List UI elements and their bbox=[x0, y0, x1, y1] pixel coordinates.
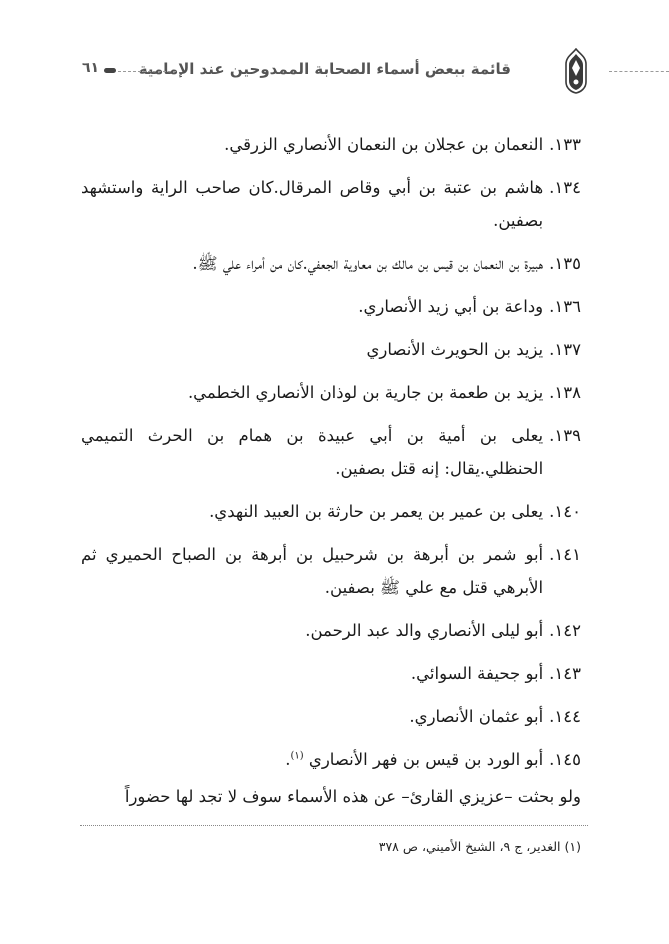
item-number: ١٣٧. bbox=[549, 340, 581, 359]
item-text: يزيد بن الحويرث الأنصاري bbox=[366, 340, 544, 359]
item-text: هبيرة بن النعمان بن قيس بن مالك بن معاوية الجعفي.كان من أمراء علي ﷺ. bbox=[192, 254, 544, 273]
item-text-main: أبو الورد بن قيس بن فهر الأنصاري bbox=[308, 750, 544, 769]
item-text: أبو ليلى الأنصاري والد عبد الرحمن. bbox=[305, 621, 544, 640]
list-item bbox=[81, 419, 581, 485]
footnote-divider bbox=[80, 825, 588, 826]
closing-paragraph: ولو بحثت –عزيزي القارئ– عن هذه الأسماء سوف لا تجد لها حضوراً bbox=[124, 787, 581, 806]
item-text: النعمان بن عجلان بن النعمان الأنصاري الزرقي. bbox=[224, 135, 544, 154]
item-number: ١٣٨. bbox=[549, 383, 581, 402]
footnote: (١) الغدير، ج ٩، الشيخ الأميني، ص ٣٧٨ bbox=[378, 839, 581, 854]
list-item bbox=[81, 657, 581, 690]
list-item bbox=[81, 333, 581, 366]
item-text: يعلى بن أمية بن أبي عبيدة بن همام بن الحرث التميمي الحنظلي.يقال: إنه قتل بصفين. bbox=[81, 426, 544, 478]
header-divider-left bbox=[118, 71, 176, 72]
item-number: ١٤٠. bbox=[549, 502, 581, 521]
item-text: أبو شمر بن أبرهة بن شرحبيل بن أبرهة بن الصباح الحميري ثم الأبرهي قتل مع علي ﷺ بصفين. bbox=[81, 545, 544, 597]
item-text: يعلى بن عمير بن يعمر بن حارثة بن العبيد النهدي. bbox=[209, 502, 544, 521]
list-item bbox=[81, 700, 581, 733]
item-number: ١٤٤. bbox=[549, 707, 581, 726]
item-text: أبو جحيفة السوائي. bbox=[410, 664, 544, 683]
companions-list bbox=[81, 128, 581, 786]
list-item bbox=[81, 171, 581, 237]
page-number: ٦١ bbox=[82, 60, 100, 76]
running-title: قائمة ببعض أسماء الصحابة الممدوحين عند الإمامية bbox=[138, 60, 511, 78]
list-item bbox=[81, 376, 581, 409]
item-text: وداعة بن أبي زيد الأنصاري. bbox=[358, 297, 544, 316]
arch-medallion-icon bbox=[563, 48, 589, 94]
item-number: ١٤٥. bbox=[549, 750, 581, 769]
list-item bbox=[81, 128, 581, 161]
item-number: ١٣٦. bbox=[549, 297, 581, 316]
item-number: ١٣٥. bbox=[549, 254, 581, 273]
list-item bbox=[81, 614, 581, 647]
header-divider-right bbox=[609, 71, 669, 72]
item-text bbox=[81, 743, 543, 776]
item-number: ١٣٣. bbox=[549, 135, 581, 154]
page-header bbox=[0, 44, 669, 100]
item-text-tail: . bbox=[285, 750, 291, 769]
header-dot-ornament bbox=[104, 68, 116, 73]
item-number: ١٤٢. bbox=[549, 621, 581, 640]
footnote-reference[interactable]: (١) bbox=[290, 750, 304, 762]
list-item bbox=[81, 538, 581, 604]
item-number: ١٤٣. bbox=[549, 664, 581, 683]
item-text: يزيد بن طعمة بن جارية بن لوذان الأنصاري الخطمي. bbox=[187, 383, 544, 402]
item-text: هاشم بن عتبة بن أبي وقاص المرقال.كان صاحب الراية واستشهد بصفين. bbox=[81, 178, 544, 230]
item-number: ١٣٤. bbox=[549, 178, 581, 197]
list-item bbox=[81, 743, 581, 776]
item-text: أبو عثمان الأنصاري. bbox=[409, 707, 544, 726]
item-number: ١٤١. bbox=[549, 545, 581, 564]
list-item bbox=[81, 290, 581, 323]
list-item bbox=[81, 495, 581, 528]
item-number: ١٣٩. bbox=[549, 426, 581, 445]
list-item bbox=[81, 247, 581, 280]
